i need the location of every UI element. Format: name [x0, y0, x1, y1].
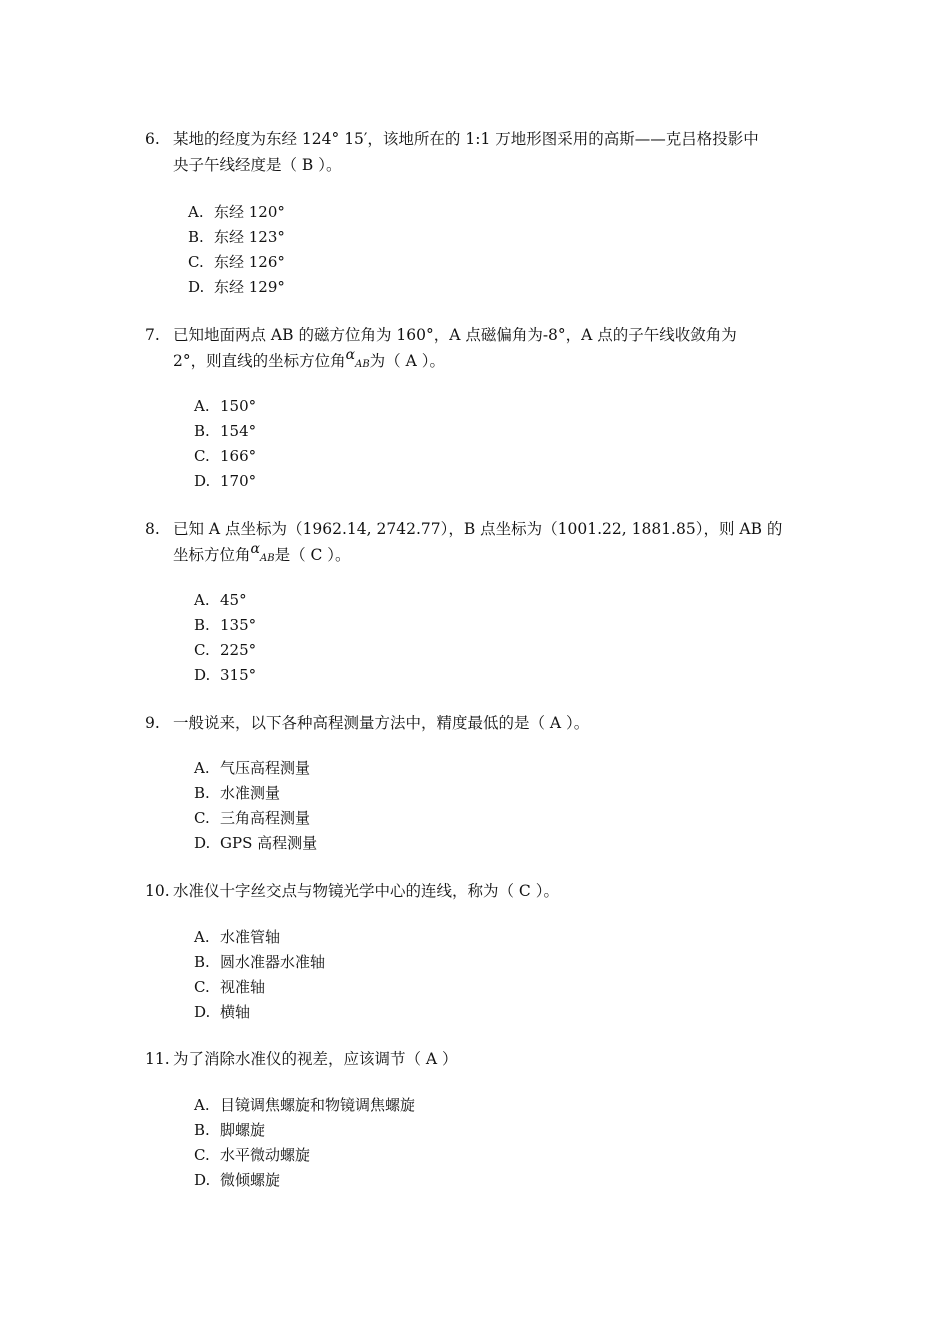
- question-number: 6.: [145, 130, 160, 148]
- option-d: D. 东经 129°: [188, 278, 285, 296]
- option-a: A. 150°: [194, 397, 257, 415]
- question-text: [173, 516, 825, 571]
- alpha-symbol: α: [345, 347, 356, 363]
- question-number: 11.: [145, 1050, 170, 1068]
- options-8: [194, 588, 256, 688]
- question-text: [173, 126, 825, 178]
- question-10: [145, 878, 825, 904]
- alpha-subscript: AB: [355, 359, 370, 370]
- option-c: C. 东经 126°: [188, 253, 285, 271]
- question-text: [173, 322, 825, 377]
- question-line: 央子午线经度是（ B ）。: [173, 156, 342, 174]
- option-a: A. 目镜调焦螺旋和物镜调焦螺旋: [194, 1096, 416, 1114]
- options-7: [194, 394, 256, 494]
- question-text: [173, 878, 825, 904]
- option-c: C. 水平微动螺旋: [194, 1146, 311, 1164]
- option-b: B. 东经 123°: [188, 228, 285, 246]
- question-line: 某地的经度为东经 124° 15′，该地所在的 1:1 万地形图采用的高斯——克吕格投影中: [173, 130, 759, 148]
- alpha-symbol: α: [250, 541, 260, 557]
- option-a: A. 气压高程测量: [194, 759, 311, 777]
- question-7: [145, 322, 825, 377]
- question-number: 8.: [145, 520, 160, 538]
- question-text: [173, 1046, 825, 1072]
- question-line: 一般说来，以下各种高程测量方法中，精度最低的是（ A ）。: [173, 714, 590, 732]
- option-a: A. 45°: [194, 591, 247, 609]
- option-d: D. 微倾螺旋: [194, 1171, 281, 1189]
- option-c: C. 视准轴: [194, 978, 266, 996]
- option-d: D. 横轴: [194, 1003, 251, 1021]
- option-a: A. 水准管轴: [194, 928, 281, 946]
- option-b: B. 脚螺旋: [194, 1121, 266, 1139]
- question-line: 2°，则直线的坐标方位角αAB为（ A ）。: [173, 347, 445, 370]
- options-6: [188, 200, 285, 300]
- question-line: 水准仪十字丝交点与物镜光学中心的连线，称为（ C ）。: [173, 882, 559, 900]
- option-c: C. 三角高程测量: [194, 809, 311, 827]
- question-8: [145, 516, 825, 571]
- question-11: [145, 1046, 825, 1072]
- question-number: 9.: [145, 714, 160, 732]
- option-c: C. 166°: [194, 447, 257, 465]
- options-10: [194, 925, 325, 1025]
- option-b: B. 水准测量: [194, 784, 281, 802]
- question-9: [145, 710, 825, 736]
- option-d: D. 315°: [194, 666, 257, 684]
- option-b: B. 154°: [194, 422, 257, 440]
- option-d: D. GPS 高程测量: [194, 834, 318, 852]
- option-c: C. 225°: [194, 641, 257, 659]
- options-11: [194, 1093, 415, 1193]
- options-9: [194, 756, 317, 856]
- question-line: 坐标方位角αAB是（ C ）。: [173, 541, 351, 564]
- question-6: [145, 126, 825, 178]
- question-line: 已知地面两点 AB 的磁方位角为 160°，A 点磁偏角为-8°，A 点的子午线收敛角为: [173, 326, 737, 344]
- question-number: 7.: [145, 326, 160, 344]
- question-line: 已知 A 点坐标为（1962.14, 2742.77），B 点坐标为（1001.22, 1881.85），则 AB 的: [173, 520, 783, 538]
- option-a: A. 东经 120°: [188, 203, 285, 221]
- alpha-subscript: AB: [259, 553, 275, 564]
- option-b: B. 135°: [194, 616, 257, 634]
- question-number: 10.: [145, 882, 170, 900]
- option-b: B. 圆水准器水准轴: [194, 953, 326, 971]
- question-line: 为了消除水准仪的视差，应该调节（ A ）: [173, 1050, 458, 1068]
- option-d: D. 170°: [194, 472, 257, 490]
- question-text: [173, 710, 825, 736]
